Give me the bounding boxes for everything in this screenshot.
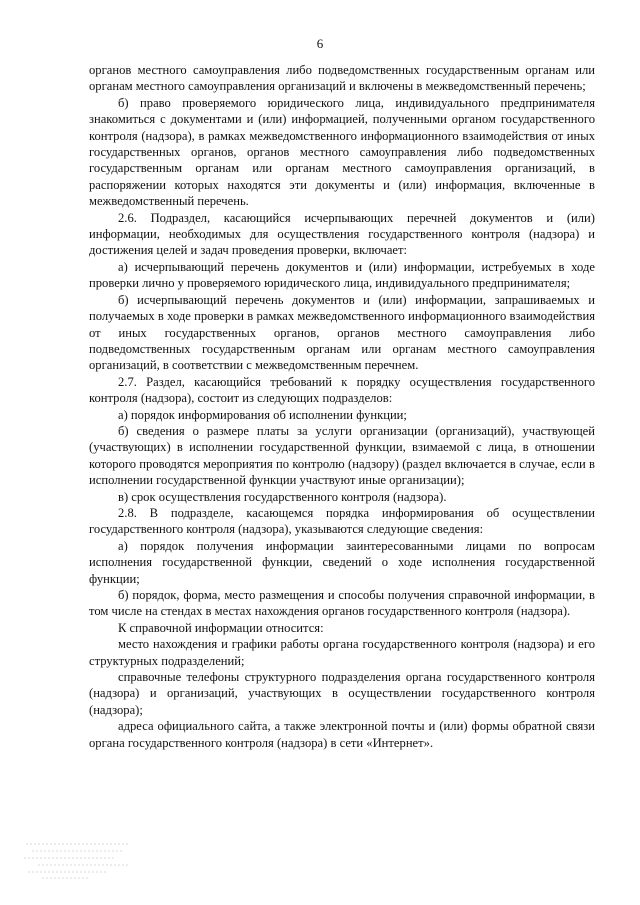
paragraph: б) исчерпывающий перечень документов и (или) информации, запрашиваемых и получаемых в ходе проверки в рамках межведомственного информационного взаимодействия от иных государственных органов, органов местного самоуправления либо подведомственных государственным органам или органам местного самоуправления организаций, в соответствии с межведомственным перечнем. [89, 292, 595, 373]
faded-stamp-mark [18, 838, 138, 882]
paragraph: К справочной информации относится: [118, 620, 324, 635]
paragraph: справочные телефоны структурного подразделения органа государственного контроля (надзора) и организаций, участвующих в осуществлении государственного контроля (надзора); [89, 670, 595, 717]
paragraph: 2.6. Подраздел, касающийся исчерпывающих перечней документов и (или) информации, необходимых для осуществления государственного контроля (надзора) и достижения целей и задач проведения проверки, включает: [89, 210, 595, 258]
paragraph: место нахождения и графики работы органа государственного контроля (надзора) и его структурных подразделений; [89, 637, 595, 668]
paragraph: а) порядок получения информации заинтересованными лицами по вопросам исполнения государственной функции, сведений о ходе исполнения государственной функции; [89, 538, 595, 586]
paragraph: 2.7. Раздел, касающийся требований к порядку осуществления государственного контроля (надзора), состоит из следующих подразделов: [89, 374, 595, 406]
paragraph: в) срок осуществления государственного контроля (надзора). [118, 489, 447, 504]
paragraph: б) право проверяемого юридического лица, индивидуального предпринимателя знакомиться с документами и (или) информацией, полученными органом государственного контроля (надзора), в рамках межведомственного информационного взаимодействия от иных государственных органов, органов местного самоуправления либо подведомственных государственным органам или органам местного самоуправления организаций, в распоряжении которых находятся эти документы и (или) информация, включенные в межведомственный перечень. [89, 95, 595, 209]
page-number: 6 [316, 36, 324, 51]
paragraph: а) порядок информирования об исполнении функции; [118, 407, 407, 422]
paragraph: а) исчерпывающий перечень документов и (или) информации, истребуемых в ходе проверки лично у проверяемого юридического лица, индивидуального предпринимателя; [89, 259, 595, 291]
paragraph: 2.8. В подразделе, касающемся порядка информирования об осуществлении государственного контроля (надзора), указываются следующие сведения: [89, 505, 595, 537]
document-body [89, 62, 595, 751]
paragraph: б) порядок, форма, место размещения и способы получения справочной информации, в том числе на стендах в местах нахождения органов государственного контроля (надзора). [89, 588, 595, 619]
paragraph: адреса официального сайта, а также электронной почты и (или) формы обратной связи органа государственного контроля (надзора) в сети «Интернет». [89, 719, 595, 750]
paragraph: органов местного самоуправления либо подведомственных государственным органам или органам местного самоуправления организаций и включены в межведомственный перечень; [89, 63, 595, 94]
paragraph: б) сведения о размере платы за услуги организации (организаций), участвующей (участвующих) в исполнении государственной функции, взимаемой с лица, в отношении которого проводятся мероприятия по контролю (надзору) (раздел включается в случае, если в исполнении государственной функции участвуют иные организации); [89, 423, 595, 488]
